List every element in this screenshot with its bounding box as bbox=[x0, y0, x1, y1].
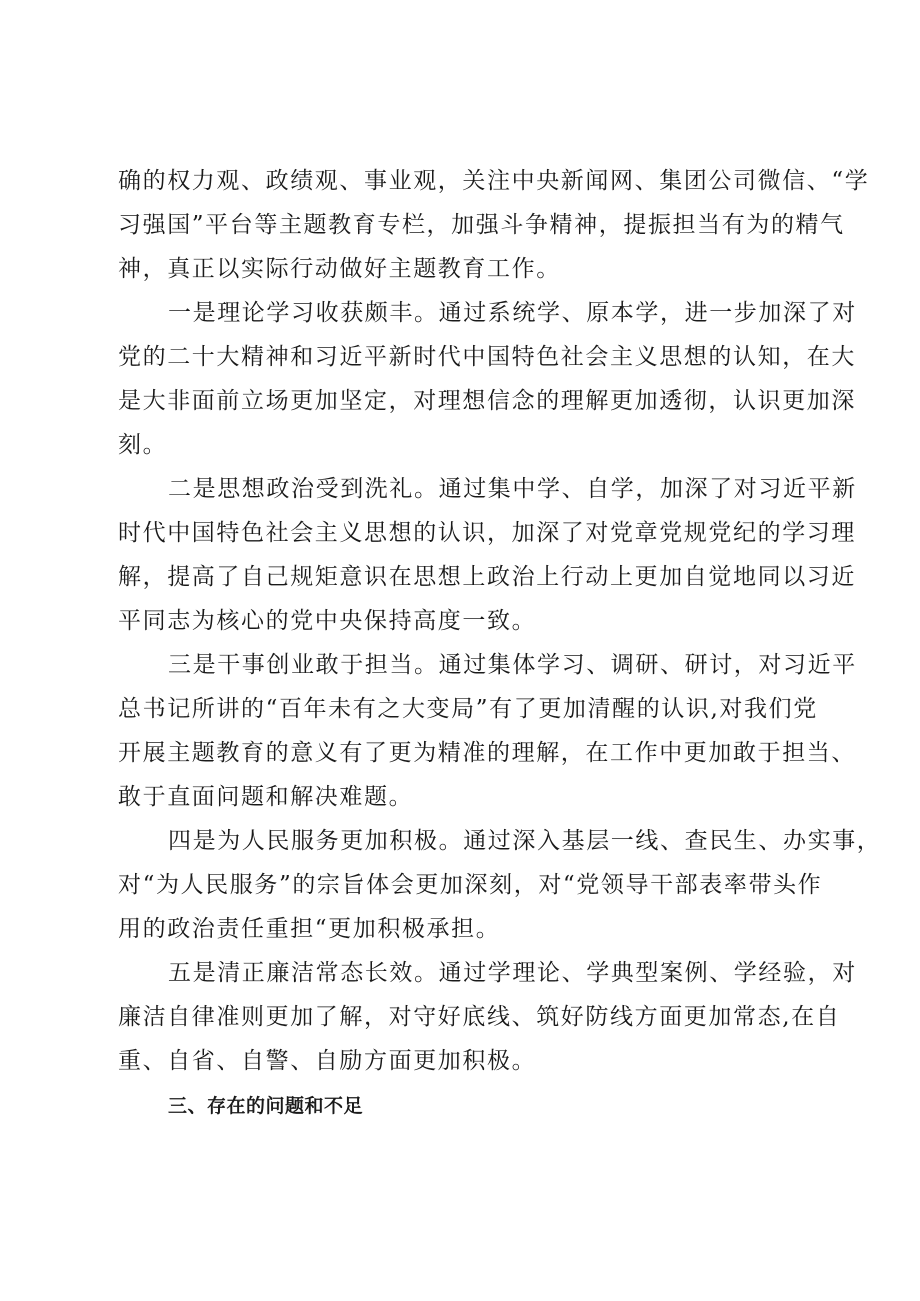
paragraph-first-line: 二是思想政治受到洗礼。通过集中学、自学，加深了对习近平新 bbox=[168, 476, 857, 502]
paragraph-first-line: 五是清正廉洁常态长效。通过学理论、学典型案例、学经验，对 bbox=[168, 960, 857, 986]
body-line: 刻。 bbox=[118, 432, 168, 458]
body-line: 廉洁自律准则更加了解，对守好底线、筑好防线方面更加常态,在自 bbox=[118, 1004, 841, 1030]
body-line: 开展主题教育的意义有了更为精准的理解，在工作中更加敢于担当、 bbox=[118, 740, 856, 766]
body-line: 解，提高了自己规矩意识在思想上政治上行动上更加自觉地同以习近 bbox=[118, 564, 856, 590]
paragraph-first-line: 四是为人民服务更加积极。通过深入基层一线、查民生、办实事， bbox=[168, 828, 882, 854]
body-line: 是大非面前立场更加坚定，对理想信念的理解更加透彻，认识更加深 bbox=[118, 388, 856, 414]
body-line: 神，真正以实际行动做好主题教育工作。 bbox=[118, 256, 561, 282]
section-heading: 三、存在的问题和不足 bbox=[168, 1095, 364, 1117]
body-line: 习强国”平台等主题教育专栏，加强斗争精神，提振担当有为的精气 bbox=[118, 212, 845, 238]
body-line: 时代中国特色社会主义思想的认识，加深了对党章党规党纪的学习理 bbox=[118, 520, 856, 546]
paragraph-first-line: 三是干事创业敢于担当。通过集体学习、调研、研讨，对习近平 bbox=[168, 652, 857, 678]
body-line: 用的政治责任重担“更加积极承担。 bbox=[118, 916, 501, 942]
body-line: 总书记所讲的“百年未有之大变局”有了更加清醒的认识,对我们党 bbox=[118, 696, 818, 722]
body-line: 对“为人民服务”的宗旨体会更加深刻，对“党领导干部表率带头作 bbox=[118, 872, 823, 898]
paragraph-first-line: 一是理论学习收获颇丰。通过系统学、原本学，进一步加深了对 bbox=[168, 300, 857, 326]
body-line: 确的权力观、政绩观、事业观，关注中央新闻网、集团公司微信、“学 bbox=[118, 168, 870, 194]
body-line: 平同志为核心的党中央保持高度一致。 bbox=[118, 608, 537, 634]
body-line: 重、自省、自警、自励方面更加积极。 bbox=[118, 1048, 537, 1074]
body-line: 敢于直面问题和解决难题。 bbox=[118, 784, 414, 810]
body-line: 党的二十大精神和习近平新时代中国特色社会主义思想的认知，在大 bbox=[118, 344, 856, 370]
